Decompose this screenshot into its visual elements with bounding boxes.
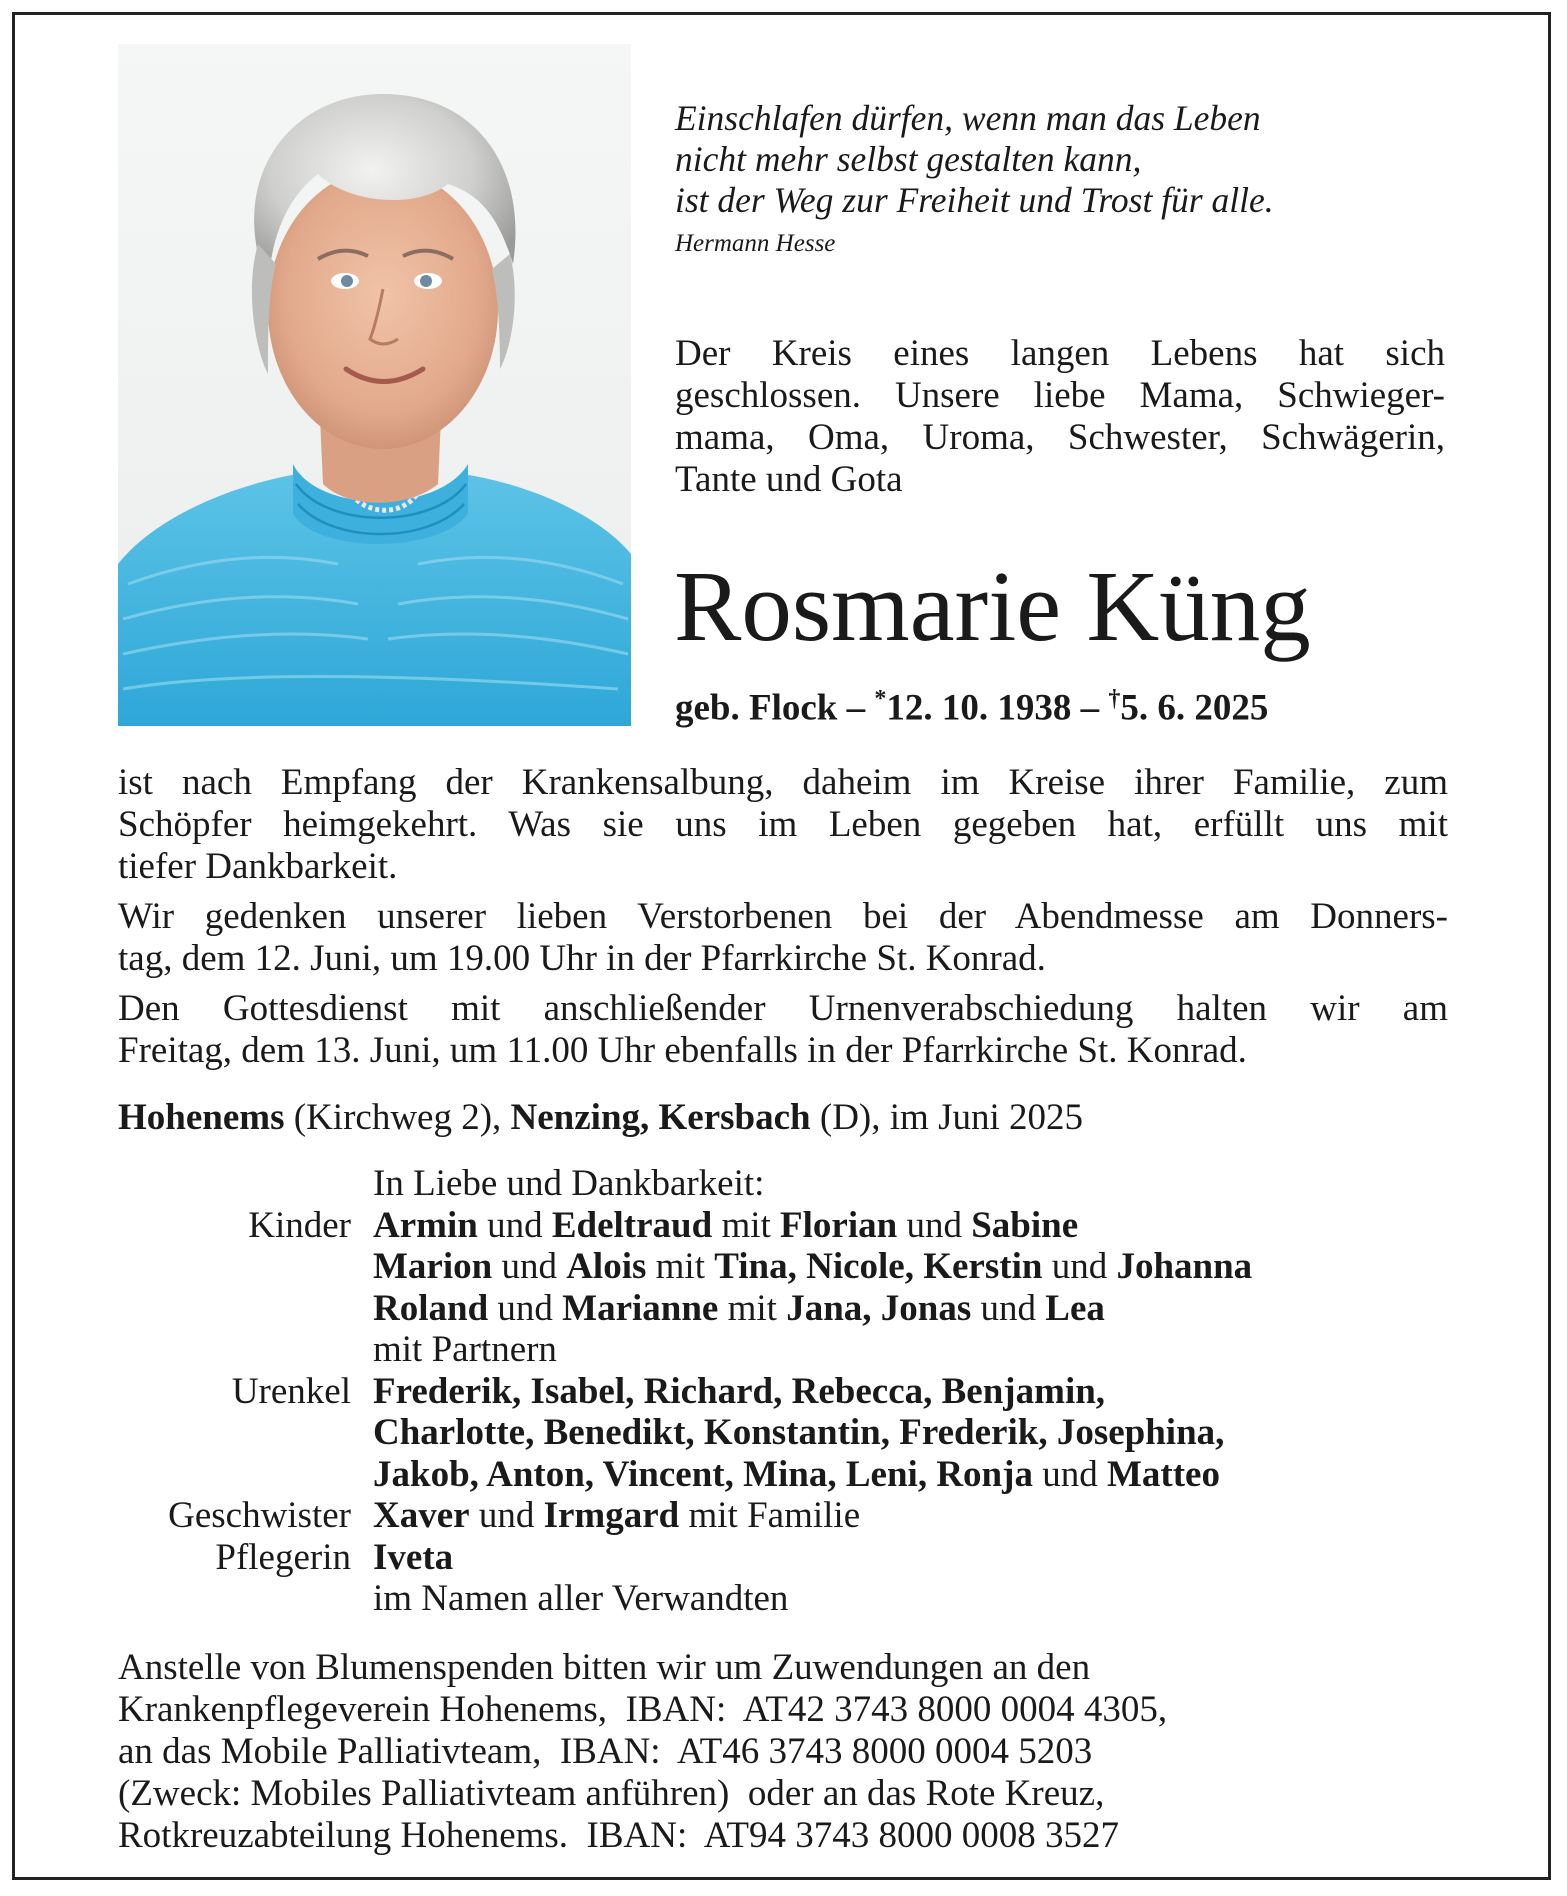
family-name: Armin (373, 1204, 478, 1246)
family-name: Charlotte, Benedikt, Konstantin, Frederik, Josephina, (373, 1412, 1225, 1453)
portrait-photo (118, 44, 631, 726)
donation-line: Rotkreuzabteilung Hohenems. IBAN: AT94 3743 8000 0008 3527 (118, 1815, 1119, 1856)
body-line: tiefer Dankbarkeit. (118, 846, 398, 887)
family-line (373, 1495, 860, 1537)
family-list (118, 1163, 1448, 1620)
family-line (373, 1288, 1252, 1330)
family-connector: und (971, 1287, 1046, 1329)
quote-block (675, 98, 1475, 259)
family-name: Roland (373, 1287, 489, 1329)
family-line (373, 1454, 1224, 1496)
birth-name: geb. Flock (675, 687, 838, 729)
intro-text (675, 333, 1445, 501)
quote-author: Hermann Hesse (675, 230, 836, 257)
family-names (373, 1537, 453, 1579)
paragraph (118, 762, 1448, 888)
family-name: Lea (1045, 1287, 1105, 1329)
family-connector: mit (646, 1246, 715, 1287)
dash: – (1080, 687, 1100, 729)
family-connector: mit (712, 1204, 781, 1246)
family-name: Frederik, Isabel, Richard, Rebecca, Benjamin, (373, 1370, 1106, 1412)
family-connector: und (1032, 1453, 1107, 1495)
donation-text (118, 1647, 1418, 1857)
place-note: (D), im Juni 2025 (819, 1097, 1083, 1138)
portrait-illustration (118, 44, 631, 726)
family-connector: und (477, 1204, 552, 1246)
place-city: Kersbach (658, 1097, 811, 1138)
dash: – (846, 687, 866, 729)
place-note: (Kirchweg 2), (293, 1097, 502, 1138)
family-name: Alois (566, 1246, 647, 1287)
body-line: Wir gedenken unserer lieben Verstorbenen bei der Abendmesse am Donners- (118, 896, 1448, 937)
family-connector: mit Familie (679, 1495, 861, 1536)
family-label: Urenkel (231, 1370, 351, 1412)
family-group-siblings (118, 1495, 1448, 1537)
body-text (118, 762, 1448, 1080)
family-line (373, 1412, 1224, 1454)
family-line (373, 1537, 453, 1579)
body-line: Freitag, dem 13. Juni, um 11.00 Uhr ebenfalls in der Pfarrkirche St. Konrad. (118, 1030, 1247, 1071)
body-line: tag, dem 12. Juni, um 19.00 Uhr in der Pfarrkirche St. Konrad. (118, 938, 1046, 979)
quote-line: Einschlafen dürfen, wenn man das Leben (675, 98, 1261, 138)
family-name: Tina, Nicole, Kerstin (714, 1246, 1043, 1287)
birth-date: 12. 10. 1938 (886, 687, 1072, 729)
family-name: Xaver (373, 1495, 470, 1536)
family-name: Marion (373, 1246, 493, 1287)
family-group-great-grandchildren (118, 1371, 1448, 1496)
paragraph (118, 896, 1448, 980)
family-row (118, 1163, 1448, 1205)
body-line: ist nach Empfang der Krankensalbung, daheim im Kreise ihrer Familie, zum (118, 762, 1448, 803)
family-intro: In Liebe und Dankbarkeit: (373, 1163, 765, 1204)
donation-line: an das Mobile Palliativteam, IBAN: AT46 3743 8000 0004 5203 (118, 1731, 1093, 1772)
family-label: Geschwister (168, 1495, 351, 1536)
intro-line: Tante und Gota (675, 459, 903, 500)
death-symbol: † (1108, 686, 1121, 712)
family-name: Jakob, Anton, Vincent, Mina, Leni, Ronja (373, 1453, 1033, 1495)
family-connector: mit Partnern (373, 1329, 557, 1370)
family-name: Iveta (373, 1536, 454, 1578)
donation-line: Krankenpflegeverein Hohenems, IBAN: AT42 3743 8000 0004 4305, (118, 1689, 1168, 1730)
body-line: Schöpfer heimgekehrt. Was sie uns im Leben gegeben hat, erfüllt uns mit (118, 804, 1448, 845)
intro-line: mama, Oma, Uroma, Schwester, Schwägerin, (675, 417, 1445, 458)
donation-line: Anstelle von Blumenspenden bitten wir um Zuwendungen an den (118, 1647, 1091, 1688)
family-name: Irmgard (543, 1495, 680, 1536)
family-connector: und (897, 1204, 972, 1246)
family-connector: mit (718, 1287, 787, 1329)
quote-line: nicht mehr selbst gestalten kann, (675, 139, 1142, 179)
family-line (373, 1205, 1252, 1247)
donation-line: (Zweck: Mobiles Palliativteam anführen) oder an das Rote Kreuz, (118, 1773, 1105, 1814)
family-name: Florian (780, 1204, 898, 1246)
family-label: Kinder (248, 1204, 351, 1246)
paragraph (118, 988, 1448, 1072)
family-name: Edeltraud (551, 1204, 713, 1246)
family-names (373, 1495, 860, 1537)
family-name: Johanna (1116, 1246, 1253, 1287)
family-connector: und (492, 1246, 567, 1287)
family-closing: im Namen aller Verwandten (373, 1578, 789, 1619)
deceased-name: Rosmarie Küng (674, 550, 1311, 662)
family-label: Pflegerin (215, 1536, 351, 1578)
family-name: Matteo (1106, 1453, 1220, 1495)
intro-line: Der Kreis eines langen Lebens hat sich (675, 333, 1445, 374)
birth-symbol: * (874, 686, 887, 712)
family-line (373, 1329, 1252, 1371)
family-line (373, 1371, 1224, 1413)
family-names (373, 1371, 1224, 1496)
family-name: Marianne (562, 1287, 719, 1329)
family-line (373, 1246, 1252, 1288)
life-dates (675, 677, 1268, 730)
family-connector: und (488, 1287, 563, 1329)
family-name: Sabine (971, 1204, 1079, 1246)
death-date: 5. 6. 2025 (1120, 687, 1269, 729)
family-names (373, 1205, 1252, 1371)
family-row (118, 1578, 1448, 1620)
family-group-children (118, 1205, 1448, 1371)
place-city: Hohenems (118, 1097, 285, 1138)
intro-line: geschlossen. Unsere liebe Mama, Schwieger- (675, 375, 1445, 416)
place-date-line (118, 1097, 1083, 1139)
quote-line: ist der Weg zur Freiheit und Trost für alle. (675, 180, 1274, 220)
family-connector: und (1042, 1246, 1117, 1287)
family-connector: und (469, 1495, 544, 1536)
body-line: Den Gottesdienst mit anschließender Urnenverabschiedung halten wir am (118, 988, 1448, 1029)
family-name: Jana, Jonas (786, 1287, 972, 1329)
place-city: Nenzing, (510, 1097, 650, 1138)
family-group-caregiver (118, 1537, 1448, 1579)
